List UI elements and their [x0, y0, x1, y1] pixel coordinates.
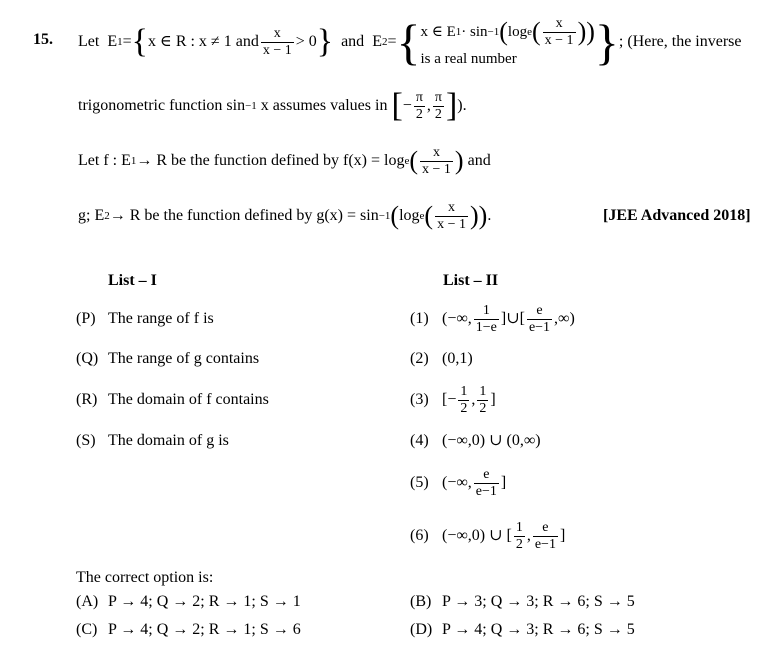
list-2-item-5: (5) (−∞, $\frac{e}{e-1}$ ] — [410, 466, 507, 499]
e1-condition: x ∈ R : x ≠ 1 and — [147, 33, 259, 50]
option-b[interactable]: (B) P → 3; Q → 3; R → 6; S → 5 — [410, 593, 635, 610]
question-line-2 — [78, 86, 467, 126]
e2-log: log — [507, 24, 528, 40]
e1-fraction: $\frac{x}{x - 1}$ — [262, 25, 292, 58]
line3-def: → R be the function defined by f(x) = log — [136, 152, 405, 169]
e2-symbol: E — [372, 33, 382, 50]
list-2-item-1: (1) (−∞, $\frac{1}{1-e}$ ]∪[ $\frac{e}{e-1}$ ,∞) — [410, 302, 575, 335]
list-1-item-r: (R) The domain of f contains — [76, 391, 269, 408]
e2-eq: = — [387, 33, 397, 50]
line4-text: g; E — [78, 207, 105, 224]
question-line-1 — [78, 14, 742, 70]
line2-bracket-close: ] — [445, 87, 458, 124]
e2-row1-sup: −1 — [487, 26, 500, 38]
e2-brace-close: } — [594, 14, 619, 70]
line4-end: . — [487, 207, 492, 224]
line2-comma: , — [426, 97, 431, 114]
line3-log-sub: e — [404, 155, 410, 167]
line2-rest: x assumes values in — [260, 97, 388, 114]
and-word: and — [341, 33, 365, 50]
e2-brace-open: { — [396, 14, 421, 70]
let-word: Let — [78, 33, 100, 50]
list-1-header: List – I — [108, 272, 157, 289]
e1-eq: = — [122, 33, 132, 50]
line2-frac-1: $\frac{\pi}{2}$ — [415, 89, 423, 122]
line4-sup: −1 — [378, 210, 391, 222]
line2-end: ). — [457, 97, 467, 114]
list-2-header: List – II — [443, 272, 499, 289]
question-line-4: g; E 2 → R be the function defined by g(x) = sin −1 ( log e ( $\frac{x}{x - 1}$ )) . — [78, 199, 492, 232]
line3-sub: 1 — [130, 155, 137, 167]
e2-row1: x ∈ E — [420, 24, 456, 40]
list-1-item-s: (S) The domain of g is — [76, 432, 229, 449]
e1-symbol: E — [107, 33, 118, 50]
line4-log-sub: e — [419, 210, 425, 222]
e2-row1-sub: 1 — [455, 26, 462, 38]
e2-row2: is a real number — [420, 50, 517, 67]
e2-set-body: x ∈ E 1 · sin −1 ( log e ( $\frac{x}{x - 1}$ )) is a real number — [420, 15, 595, 67]
question-number: 15. — [33, 31, 53, 48]
e2-row1-sin: · sin — [461, 24, 488, 40]
line2-frac-2: $\frac{\pi}{2}$ — [434, 89, 442, 122]
line3-text: Let f : E — [78, 152, 131, 169]
line4-def: → R be the function defined by g(x) = sin — [109, 207, 379, 224]
list-2-item-6: (6) (−∞,0) ∪ [ $\frac{1}{2}$ , $\frac{e}{e-1}$ ] — [410, 519, 566, 552]
option-d[interactable]: (D) P → 4; Q → 3; R → 6; S → 5 — [410, 621, 635, 638]
list-1-item-q: (Q) The range of g contains — [76, 350, 260, 367]
line4-fraction: $\frac{x}{x - 1}$ — [437, 199, 466, 232]
e2-sub: 2 — [381, 36, 388, 48]
line3-fraction: $\frac{x}{x - 1}$ — [422, 144, 451, 177]
list-2-item-4: (4) (−∞,0) ∪ (0,∞) — [410, 432, 541, 449]
exam-tag: [JEE Advanced 2018] — [603, 207, 751, 224]
line4-sub: 2 — [104, 210, 110, 222]
line4-log: log — [399, 207, 420, 224]
e1-brace-open: { — [131, 23, 148, 60]
options-prompt: The correct option is: — [76, 569, 214, 586]
line3-end: and — [467, 152, 491, 169]
list-2-item-2: (2) (0,1) — [410, 350, 473, 367]
e2-log-sub: e — [527, 26, 532, 38]
line2-text: trigonometric function sin — [78, 97, 246, 114]
list-1-item-p: (P) The range of f is — [76, 310, 214, 327]
e1-tail: > 0 — [295, 33, 317, 50]
here-text: ; (Here, the inverse — [618, 33, 742, 50]
option-a[interactable]: (A) P → 4; Q → 2; R → 1; S → 1 — [76, 593, 301, 610]
e1-brace-close: } — [316, 23, 334, 60]
line2-minus: − — [402, 97, 412, 114]
list-2-item-3: (3) [− $\frac{1}{2}$ , $\frac{1}{2}$ ] — [410, 383, 496, 416]
e2-fraction: $\frac{x}{x - 1}$ — [544, 15, 574, 48]
e1-sub: 1 — [117, 36, 123, 48]
line2-sup: −1 — [245, 100, 257, 112]
line2-bracket-open: [ — [391, 87, 403, 124]
question-line-3: Let f : E 1 → R be the function defined by f(x) = log e ( $\frac{x}{x - 1}$ ) and — [78, 144, 491, 177]
option-c[interactable]: (C) P → 4; Q → 2; R → 1; S → 6 — [76, 621, 301, 638]
